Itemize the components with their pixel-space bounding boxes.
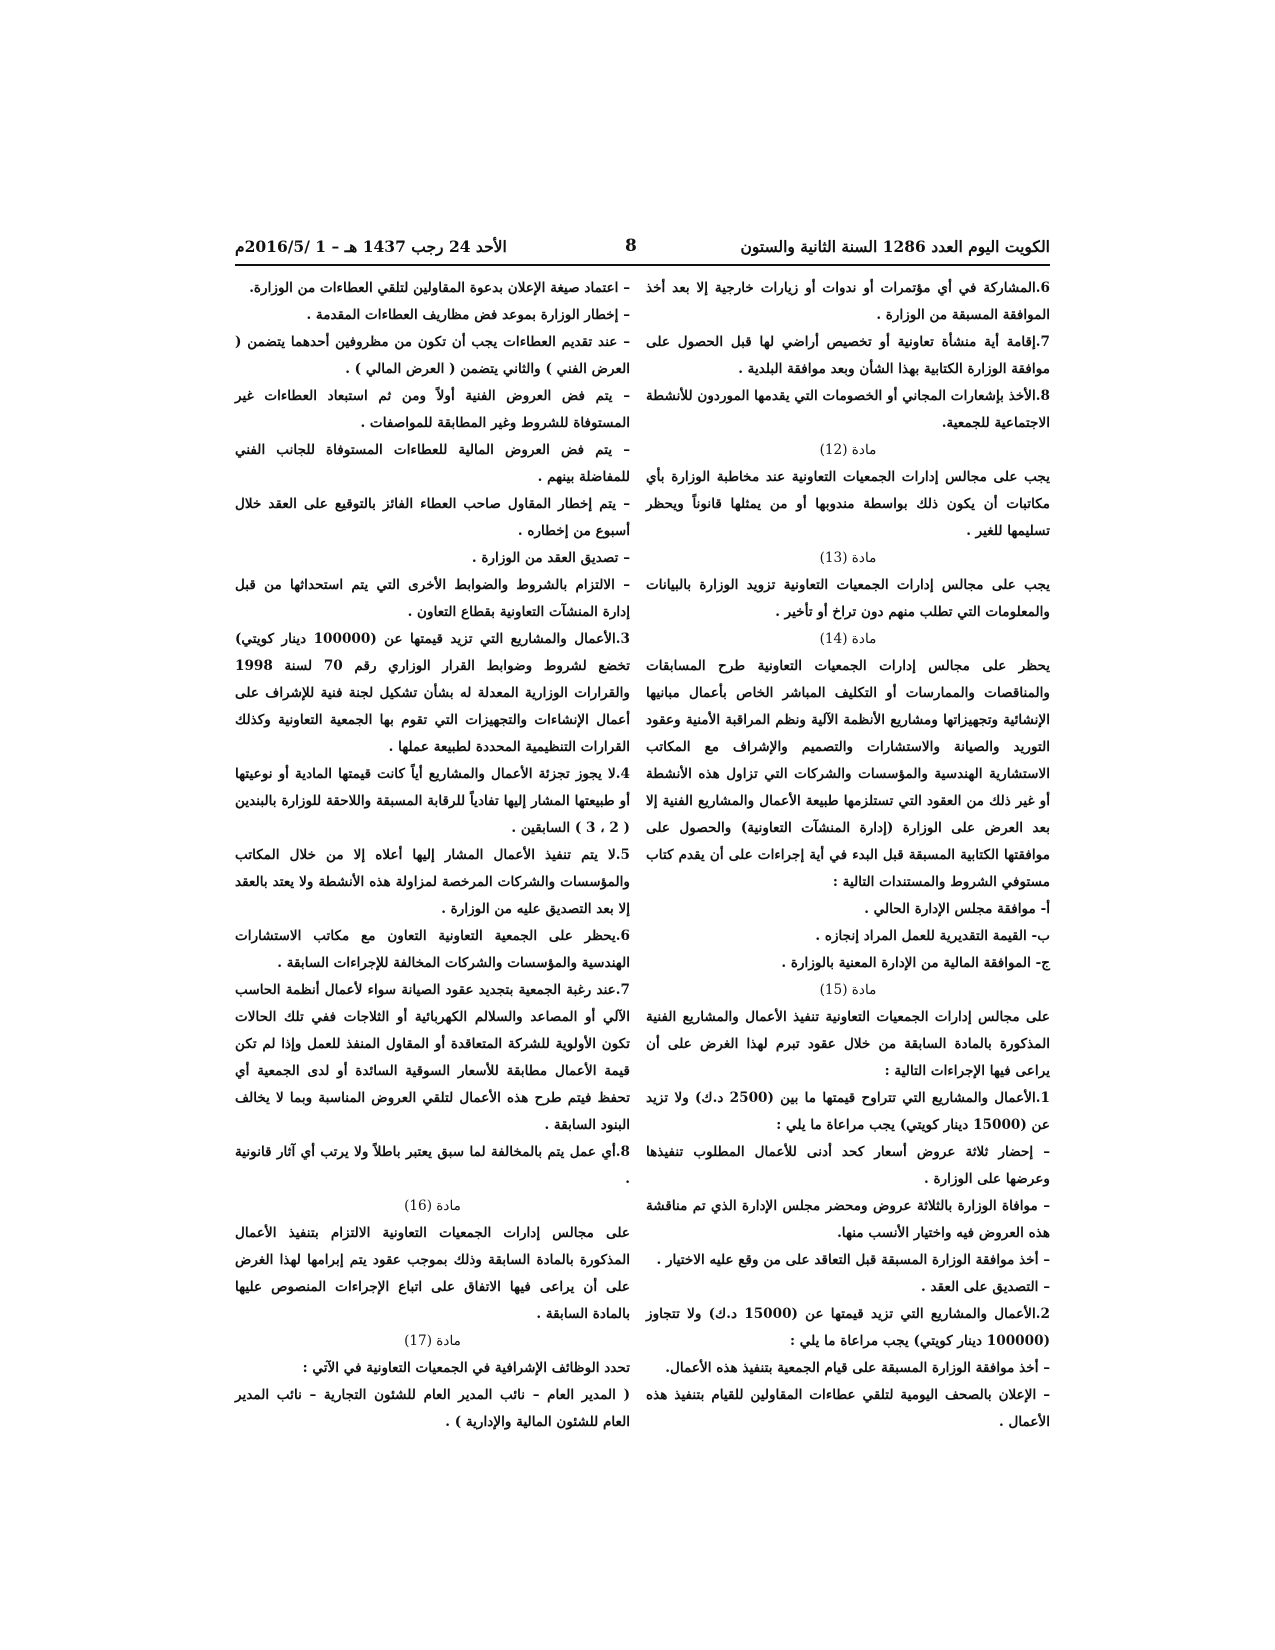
paragraph: 2.الأعمال والمشاريع التي تزيد قيمتها عن (15000 د.ك) ولا تتجاوز (100000 دينار كويتي) يجب مراعاة ما يلي : (646, 1306, 1050, 1349)
paragraph: – إخطار الوزارة بموعد فض مظاريف العطاءات المقدمة . (306, 307, 630, 323)
header-publication-info: الكويت اليوم العدد 1286 السنة الثانية والستون (740, 237, 1050, 256)
paragraph: ب- القيمة التقديرية للعمل المراد إنجازه . (815, 928, 1050, 944)
paragraph: – يتم فض العروض المالية للعطاءات المستوفاة للجانب الفني للمفاضلة بينهم . (235, 442, 630, 485)
paragraph: – الإعلان بالصحف اليومية لتلقي عطاءات المقاولين للقيام بتنفيذ هذه الأعمال . (646, 1387, 1050, 1430)
paragraph: – إحضار ثلاثة عروض أسعار كحد أدنى للأعمال المطلوب تنفيذها وعرضها على الوزارة . (646, 1144, 1050, 1187)
article-heading: مادة (15) (819, 982, 877, 998)
paragraph: تحدد الوظائف الإشرافية في الجمعيات التعاونية في الآتي : (302, 1360, 630, 1376)
page-header (235, 231, 1050, 265)
header-rule (235, 264, 1050, 266)
paragraph: – يتم إخطار المقاول صاحب العطاء الفائز بالتوقيع على العقد خلال أسبوع من إخطاره . (235, 496, 630, 539)
paragraph: 6.يحظر على الجمعية التعاونية التعاون مع مكاتب الاستشارات الهندسية والمؤسسات والشركات المخالفة للإجراءات السابقة . (235, 928, 630, 971)
paragraph: 3.الأعمال والمشاريع التي تزيد قيمتها عن (100000 دينار كويتي) تخضع لشروط وضوابط القرار الوزاري رقم 70 لسنة 1998 والقرارات الوزارية المعدلة له بشأن تشكيل لجنة فنية للإشراف على أعمال الإنشاءات والتجهيزات التي تقوم بها الجمعية التعاونية وكذلك القرارات التنظيمية المحددة لطبيعة عملها . (235, 631, 631, 755)
paragraph: يحظر على مجالس إدارات الجمعيات التعاونية طرح المسابقات والمناقصات والممارسات أو التكليف المباشر الخاص بأعمال مبانيها الإنشائية وتجهيزاتها ومشاريع الأنظمة الآلية ونظم المراقبة الأمنية وعقود التوريد والصيانة والاستشارات والتصميم والإشراف مع المكاتب الاستشارية الهندسية والمؤسسات والشركات التي تزاول هذه الأنشطة أو غير ذلك من العقود التي تستلزمها طبيعة الأعمال والمشاريع الفنية إلا بعد العرض على الوزارة (إدارة المنشآت التعاونية) والحصول على موافقتها الكتابية المسبقة قبل البدء في أية إجراءات على أن يقدم كتاب مستوفي الشروط والمستندات التالية : (646, 658, 1050, 890)
paragraph: – تصديق العقد من الوزارة . (471, 550, 630, 566)
paragraph: – أخذ موافقة الوزارة المسبقة قبل التعاقد على من وقع عليه الاختيار . (656, 1252, 1050, 1268)
paragraph: 8.الأخذ بإشعارات المجاني أو الخصومات التي يقدمها الموردون للأنشطة الاجتماعية للجمعية. (646, 388, 1050, 431)
paragraph: أ- موافقة مجلس الإدارة الحالي . (864, 901, 1050, 917)
right-column (646, 275, 1050, 1436)
paragraph: يجب على مجالس إدارات الجمعيات التعاونية عند مخاطبة الوزارة بأي مكاتبات أن يكون ذلك بواسطة مندوبها أو من يمثلها قانوناً ويحظر تسليمها للغير . (646, 469, 1050, 539)
paragraph: 5.لا يتم تنفيذ الأعمال المشار إليها أعلاه إلا من خلال المكاتب والمؤسسات والشركات المرخصة لمزاولة هذه الأنشطة ولا يعتد بالعقد إلا بعد التصديق عليه من الوزارة . (235, 847, 630, 917)
paragraph: ج- الموافقة المالية من الإدارة المعنية بالوزارة . (781, 955, 1050, 971)
paragraph: 8.أي عمل يتم بالمخالفة لما سبق يعتبر باطلاً ولا يرتب أي آثار قانونية . (235, 1144, 630, 1187)
paragraph: 6.المشاركة في أي مؤتمرات أو ندوات أو زيارات خارجية إلا بعد أخذ الموافقة المسبقة من الوزارة . (646, 280, 1050, 323)
paragraph: – التصديق على العقد . (921, 1279, 1050, 1295)
paragraph: – عند تقديم العطاءات يجب أن تكون من مظروفين أحدهما يتضمن ( العرض الفني ) والثاني يتضمن ( العرض المالي ) . (235, 334, 630, 377)
paragraph: 7.عند رغبة الجمعية بتجديد عقود الصيانة سواء لأعمال أنظمة الحاسب الآلي أو المصاعد والسلالم الكهربائية أو الثلاجات ففي تلك الحالات تكون الأولوية للشركة المتعاقدة أو المقاول المنفذ للعمل وإذا لم تكن قيمة الأعمال مطابقة للأسعار السوقية السائدة أو لدى الجمعية أي تحفظ فيتم طرح هذه الأعمال لتلقي العروض المناسبة وبما لا يخالف البنود السابقة . (235, 982, 630, 1133)
article-heading: مادة (14) (819, 631, 877, 647)
article-heading: مادة (17) (404, 1333, 461, 1349)
paragraph: – اعتماد صيغة الإعلان بدعوة المقاولين لتلقي العطاءات من الوزارة. (249, 280, 630, 296)
header-date: الأحد 24 رجب 1437 هـ – 1 /2016/5م (235, 237, 507, 256)
paragraph: – موافاة الوزارة بالثلاثة عروض ومحضر مجلس الإدارة الذي تم مناقشة هذه العروض فيه واختيار الأنسب منها. (646, 1198, 1050, 1241)
paragraph: – أخذ موافقة الوزارة المسبقة على قيام الجمعية بتنفيذ هذه الأعمال. (665, 1360, 1050, 1376)
paragraph: 4.لا يجوز تجزئة الأعمال والمشاريع أياً كانت قيمتها المادية أو نوعيتها أو طبيعتها المشار إليها تفادياً للرقابة المسبقة واللاحقة للوزارة بالبندين ( 2 ، 3 ) السابقين . (235, 766, 630, 836)
paragraph: – الالتزام بالشروط والضوابط الأخرى التي يتم استحداثها من قبل إدارة المنشآت التعاونية بقطاع التعاون . (235, 577, 630, 620)
article-heading: مادة (13) (819, 550, 877, 566)
paragraph: ( المدير العام – نائب المدير العام للشئون التجارية – نائب المدير العام للشئون المالية والإدارية ) . (235, 1387, 630, 1430)
page-number: 8 (625, 236, 637, 256)
paragraph: على مجالس إدارات الجمعيات التعاونية الالتزام بتنفيذ الأعمال المذكورة بالمادة السابقة وذلك بموجب عقود يتم إبرامها لهذا الغرض على أن يراعى فيها الاتفاق على اتباع الإجراءات المنصوص عليها بالمادة السابقة . (235, 1225, 630, 1322)
paragraph: – يتم فض العروض الفنية أولاً ومن ثم استبعاد العطاءات غير المستوفاة للشروط وغير المطابقة للمواصفات . (235, 388, 630, 431)
paragraph: 1.الأعمال والمشاريع التي تتراوح قيمتها ما بين (2500 د.ك) ولا تزيد عن (15000 دينار كويتي) يجب مراعاة ما يلي : (646, 1090, 1051, 1133)
paragraph: 7.إقامة أية منشأة تعاونية أو تخصيص أراضي لها قبل الحصول على موافقة الوزارة الكتابية بهذا الشأن وبعد موافقة البلدية . (646, 334, 1050, 377)
paragraph: على مجالس إدارات الجمعيات التعاونية تنفيذ الأعمال والمشاريع الفنية المذكورة بالمادة السابقة من خلال عقود تبرم لهذا الغرض على أن يراعى فيها الإجراءات التالية : (646, 1009, 1050, 1079)
article-heading: مادة (12) (819, 442, 877, 458)
article-heading: مادة (16) (404, 1198, 461, 1214)
left-column (235, 275, 630, 1436)
paragraph: يجب على مجالس إدارات الجمعيات التعاونية تزويد الوزارة بالبيانات والمعلومات التي تطلب منهم دون تراخ أو تأخير . (646, 577, 1050, 620)
